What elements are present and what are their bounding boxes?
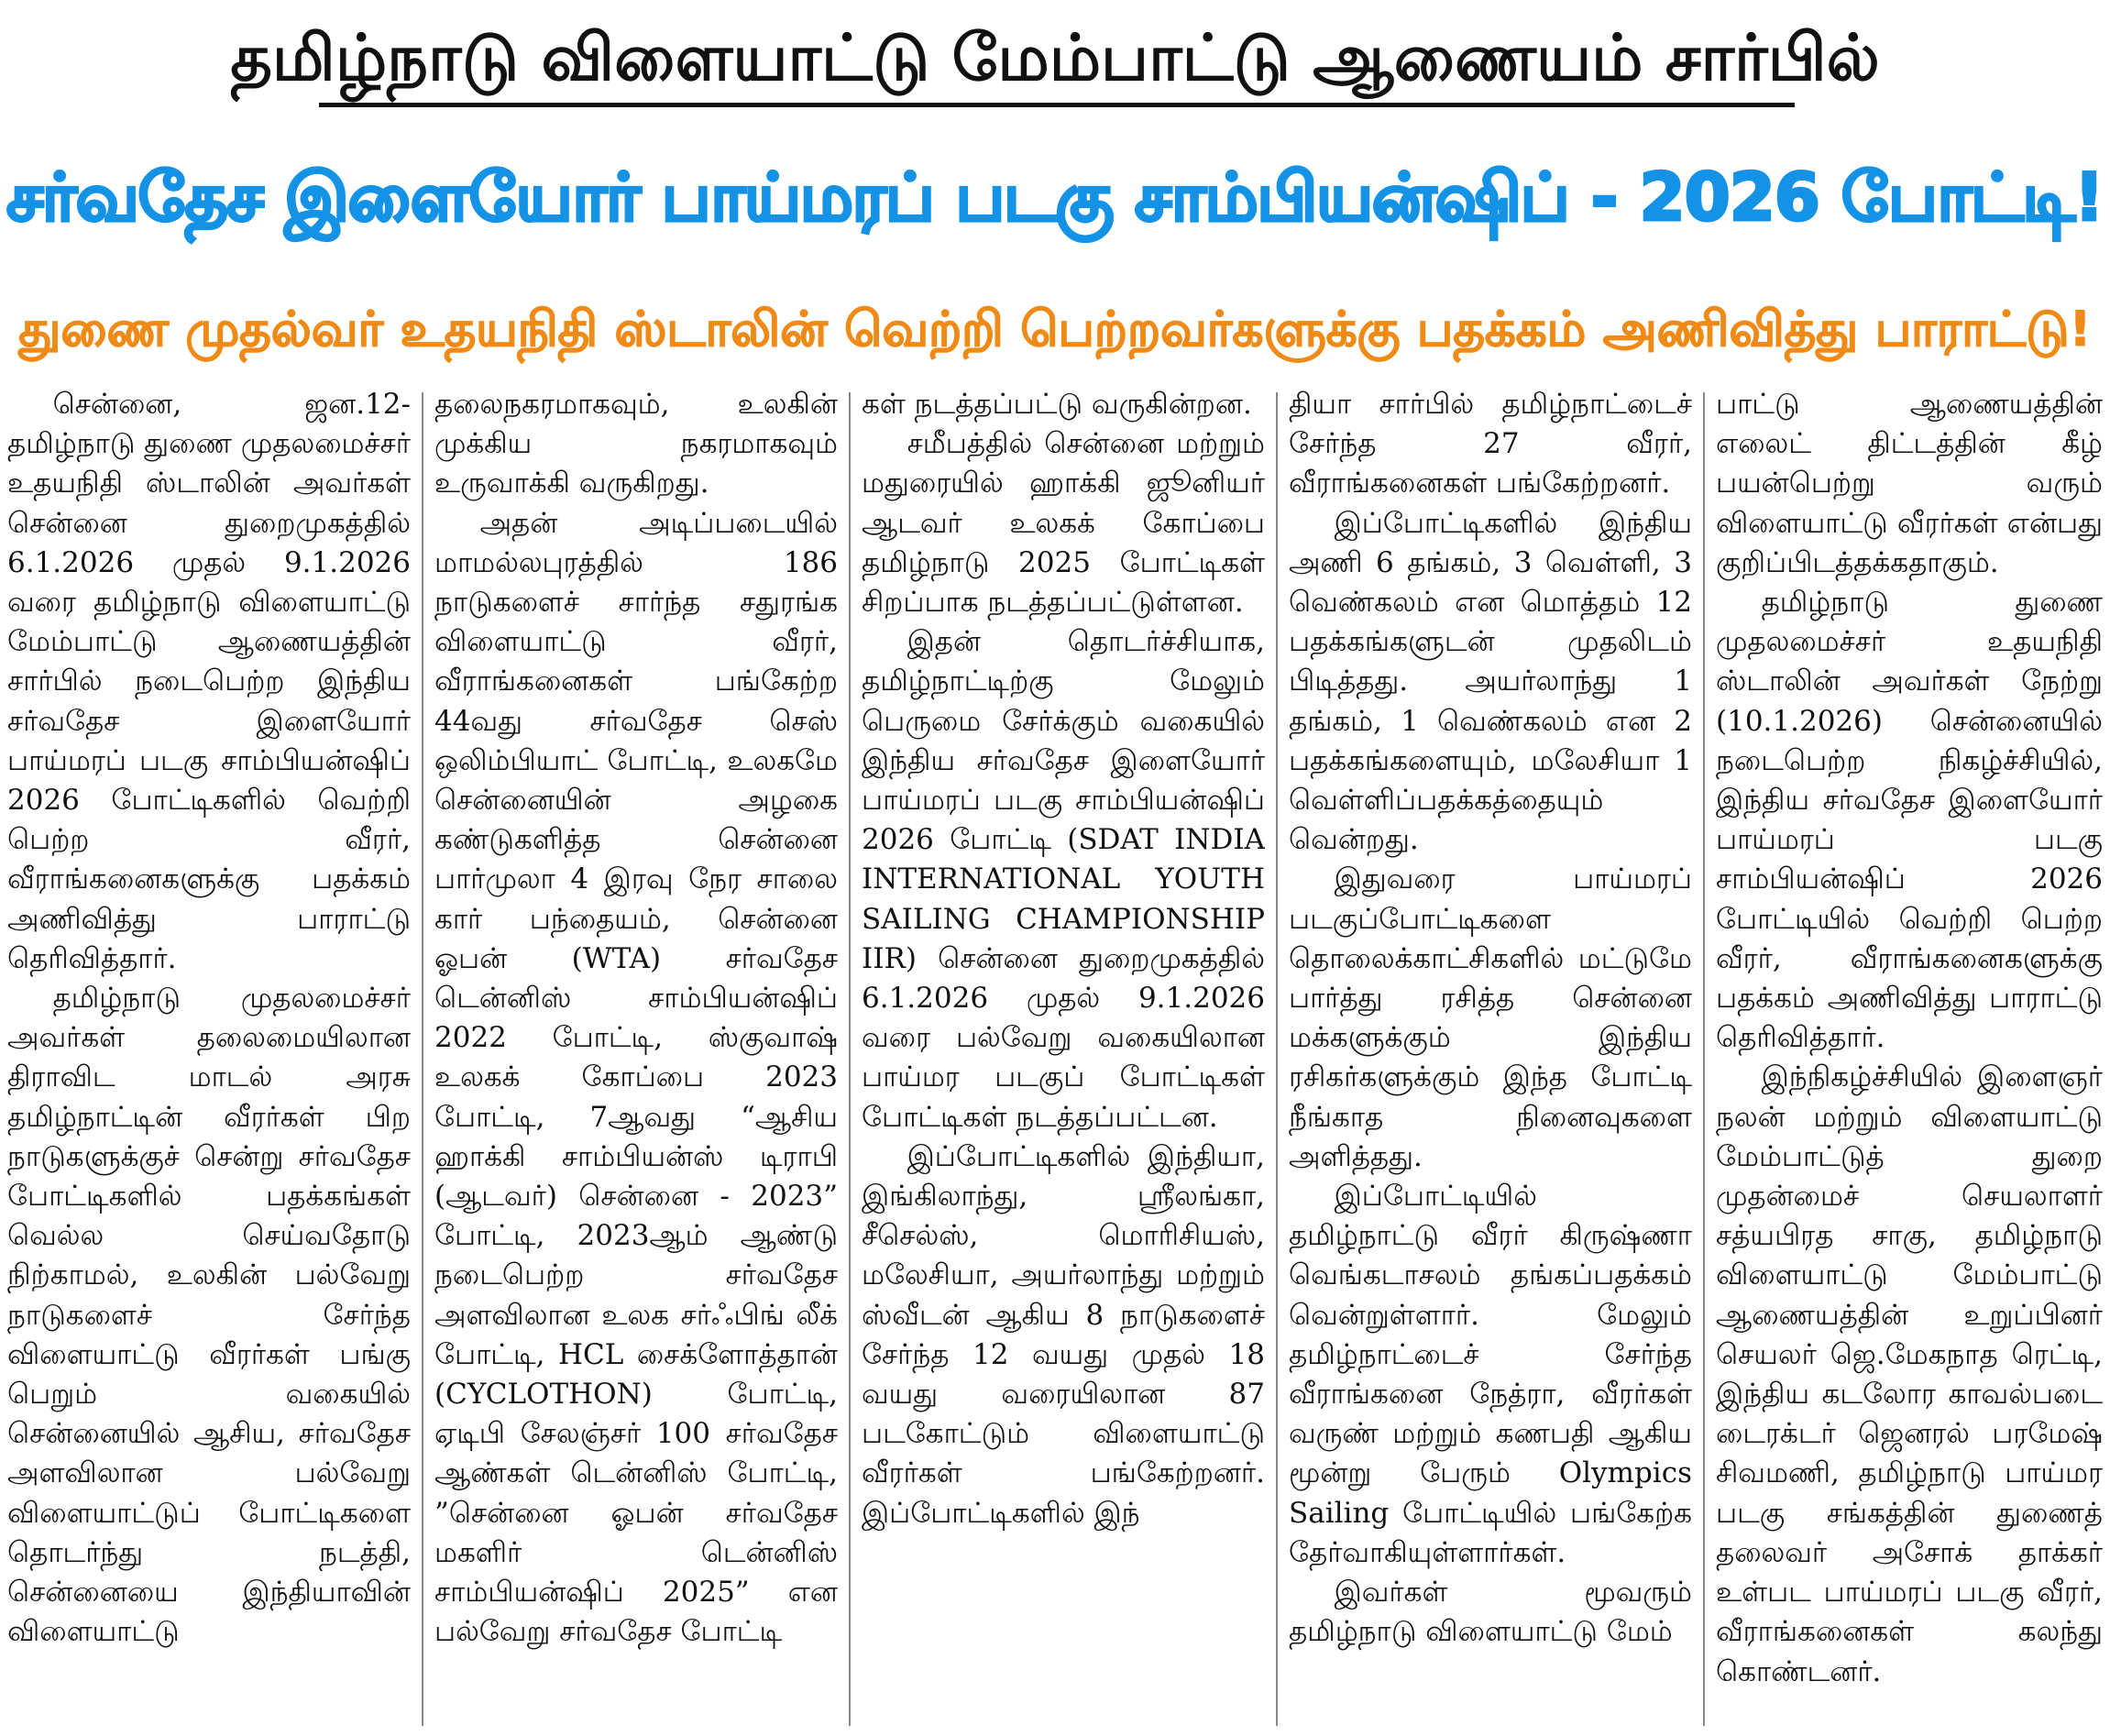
article-column-1 bbox=[7, 385, 411, 1732]
paragraph: தமிழ்நாடு முதலமைச்சர் அவர்கள் தலைமையிலான திராவிட மாடல் அரசு தமிழ்நாட்டின் வீரர்கள் பிற நாடுகளுக்குச் சென்று சர்வதேச போட்டிகளில் பதக்கங்கள் வெல்ல செய்வதோடு நிற்காமல், உலகின் பல்வேறு நாடுகளைச் சேர்ந்த விளையாட்டு வீரர்கள் பங்கு பெறும் வகையில் சென்னையில் ஆசிய, சர்வதேச அளவிலான பல்வேறு விளையாட்டுப் போட்டிகளை தொடர்ந்து நடத்தி, சென்னையை இந்தியாவின் விளையாட்டு bbox=[7, 982, 411, 1649]
paragraph: இப்போட்டிகளில் இந்திய அணி 6 தங்கம், 3 வெள்ளி, 3 வெண்கலம் என மொத்தம் 12 பதக்கங்களுடன் முதலிடம் பிடித்தது. அயர்லாந்து 1 தங்கம், 1 வெண்கலம் என 2 பதக்கங்களையும், மலேசியா 1 வெள்ளிப்பதக்கத்தையும் வென்றது. bbox=[1289, 506, 1692, 857]
article-column-3 bbox=[862, 385, 1265, 1732]
paragraph: இப்போட்டிகளில் இந்தியா, இங்கிலாந்து, ஸ்ரீலங்கா, சீசெல்ஸ், மொரிசியஸ், மலேசியா, அயர்லாந்து மற்றும் ஸ்வீடன் ஆகிய 8 நாடுகளைச் சேர்ந்த 12 வயது முதல் 18 வயது வரையிலான 87 படகோட்டும் விளையாட்டு வீரர்கள் பங்கேற்றனர். இப்போட்டிகளில் இந் bbox=[862, 1139, 1265, 1530]
column-divider bbox=[1276, 392, 1278, 1726]
kicker-line: தமிழ்நாடு விளையாட்டு மேம்பாட்டு ஆணையம் சார்பில் bbox=[230, 20, 1880, 95]
article-column-5 bbox=[1716, 385, 2103, 1732]
paragraph: சமீபத்தில் சென்னை மற்றும் மதுரையில் ஹாக்கி ஜூனியர் ஆடவர் உலகக் கோப்பை தமிழ்நாடு 2025 போட்டிகள் சிறப்பாக நடத்தப்பட்டுள்ளன. bbox=[862, 427, 1265, 620]
article-column-2 bbox=[434, 385, 838, 1732]
column-divider bbox=[1703, 392, 1705, 1726]
paragraph: தியா சார்பில் தமிழ்நாட்டைச் சேர்ந்த 27 வீரர், வீராங்கனைகள் பங்கேற்றனர். bbox=[1289, 388, 1692, 500]
subheadline: துணை முதல்வர் உதயநிதி ஸ்டாலின் வெற்றி பெற்றவர்களுக்கு பதக்கம் அணிவித்து பாராட்டு! bbox=[18, 302, 2092, 357]
paragraph: அதன் அடிப்படையில் மாமல்லபுரத்தில் 186 நாடுகளைச் சார்ந்த சதுரங்க விளையாட்டு வீரர், வீராங்கனைகள் பங்கேற்ற 44வது சர்வதேச செஸ் ஒலிம்பியாட் போட்டி, உலகமே சென்னையின் அழகை கண்டுகளித்த சென்னை பார்முலா 4 இரவு நேர சாலை கார் பந்தையம், சென்னை ஓபன் (WTA) சர்வதேச டென்னிஸ் சாம்பியன்ஷிப் 2022 போட்டி, ஸ்குவாஷ் உலகக் கோப்பை 2023 போட்டி, 7ஆவது “ஆசிய ஹாக்கி சாம்பியன்ஸ் டிராபி (ஆடவர்) சென்னை - 2023” போட்டி, 2023ஆம் ஆண்டு நடைபெற்ற சர்வதேச அளவிலான உலக சர்ஃபிங் லீக் போட்டி, HCL சைக்ளோத்தான் (CYCLOTHON) போட்டி, ஏடிபி சேலஞ்சர் 100 சர்வதேச ஆண்கள் டென்னிஸ் போட்டி, ”சென்னை ஓபன் சர்வதேச மகளிர் டென்னிஸ் சாம்பியன்ஷிப் 2025” என பல்வேறு சர்வதேச போட்டி bbox=[434, 506, 838, 1649]
paragraph: பாட்டு ஆணையத்தின் எலைட் திட்டத்தின் கீழ் பயன்பெற்று வரும் விளையாட்டு வீரர்கள் என்பது குறிப்பிடத்தக்கதாகும். bbox=[1716, 388, 2103, 579]
paragraph: தலைநகரமாகவும், உலகின் முக்கிய நகரமாகவும் உருவாக்கி வருகிறது. bbox=[434, 388, 838, 500]
paragraph: இந்நிகழ்ச்சியில் இளைஞர் நலன் மற்றும் விளையாட்டு மேம்பாட்டுத் துறை முதன்மைச் செயலாளர் சத்யபிரத சாகு, தமிழ்நாடு விளையாட்டு மேம்பாட்டு ஆணையத்தின் உறுப்பினர் செயலர் ஜெ.மேகநாத ரெட்டி, இந்திய கடலோர காவல்படை டைரக்டர் ஜெனரல் பரமேஷ் சிவமணி, தமிழ்நாடு பாய்மர படகு சங்கத்தின் துணைத் தலைவர் அசோக் தாக்கர் உள்பட பாய்மரப் படகு வீரர், வீராங்கனைகள் கலந்து கொண்டனர். bbox=[1716, 1060, 2103, 1688]
headline: சர்வதேச இளையோர் பாய்மரப் படகு சாம்பியன்ஷிப் - 2026 போட்டி! bbox=[6, 159, 2104, 236]
column-divider bbox=[422, 392, 423, 1726]
column-divider bbox=[849, 392, 851, 1726]
paragraph: கள் நடத்தப்பட்டு வருகின்றன. bbox=[862, 388, 1252, 421]
paragraph: இவர்கள் மூவரும் தமிழ்நாடு விளையாட்டு மேம் bbox=[1289, 1576, 1692, 1649]
paragraph: இப்போட்டியில் தமிழ்நாட்டு வீரர் கிருஷ்ணா வெங்கடாசலம் தங்கப்பதக்கம் வென்றுள்ளார். மேலும் தமிழ்நாட்டைச் சேர்ந்த வீராங்கனை நேத்ரா, வீரர்கள் வருண் மற்றும் கணபதி ஆகிய மூன்று பேரும் Olympics Sailing போட்டியில் பங்கேற்க தேர்வாகியுள்ளார்கள். bbox=[1289, 1180, 1692, 1569]
paragraph: தமிழ்நாடு துணை முதலமைச்சர் உதயநிதி ஸ்டாலின் அவர்கள் நேற்று (10.1.2026) சென்னையில் நடைபெற்ற நிகழ்ச்சியில், இந்திய சர்வதேச இளையோர் பாய்மரப் படகு சாம்பியன்ஷிப் 2026 போட்டியில் வெற்றி பெற்ற வீரர், வீராங்கனைகளுக்கு பதக்கம் அணிவித்து பாராட்டு தெரிவித்தார். bbox=[1716, 586, 2103, 1055]
paragraph: சென்னை, ஜன.12- தமிழ்நாடு துணை முதலமைச்சர் உதயநிதி ஸ்டாலின் அவர்கள் சென்னை துறைமுகத்தில் 6.1.2026 முதல் 9.1.2026 வரை தமிழ்நாடு விளையாட்டு மேம்பாட்டு ஆணையத்தின் சார்பில் நடைபெற்ற இந்திய சர்வதேச இளையோர் பாய்மரப் படகு சாம்பியன்ஷிப் 2026 போட்டிகளில் வெற்றி பெற்ற வீரர், வீராங்கனைகளுக்கு பதக்கம் அணிவித்து பாராட்டு தெரிவித்தார். bbox=[7, 388, 411, 975]
kicker-underline bbox=[319, 103, 1795, 107]
paragraph: இதுவரை பாய்மரப் படகுப்போட்டிகளை தொலைக்காட்சிகளில் மட்டுமே பார்த்து ரசித்த சென்னை மக்களுக்கும் இந்திய ரசிகர்களுக்கும் இந்த போட்டி நீங்காத நினைவுகளை அளித்தது. bbox=[1289, 863, 1692, 1173]
article-column-4 bbox=[1289, 385, 1692, 1732]
article-body bbox=[7, 385, 2103, 1732]
paragraph: இதன் தொடர்ச்சியாக, தமிழ்நாட்டிற்கு மேலும் பெருமை சேர்க்கும் வகையில் இந்திய சர்வதேச இளையோர் பாய்மரப் படகு சாம்பியன்ஷிப் 2026 போட்டி (SDAT INDIA INTERNATIONAL YOUTH SAILING CHAMPIONSHIP IIR) சென்னை துறைமுகத்தில் 6.1.2026 முதல் 9.1.2026 வரை பல்வேறு வகையிலான பாய்மர படகுப் போட்டிகள் போட்டிகள் நடத்தப்பட்டன. bbox=[862, 625, 1265, 1134]
